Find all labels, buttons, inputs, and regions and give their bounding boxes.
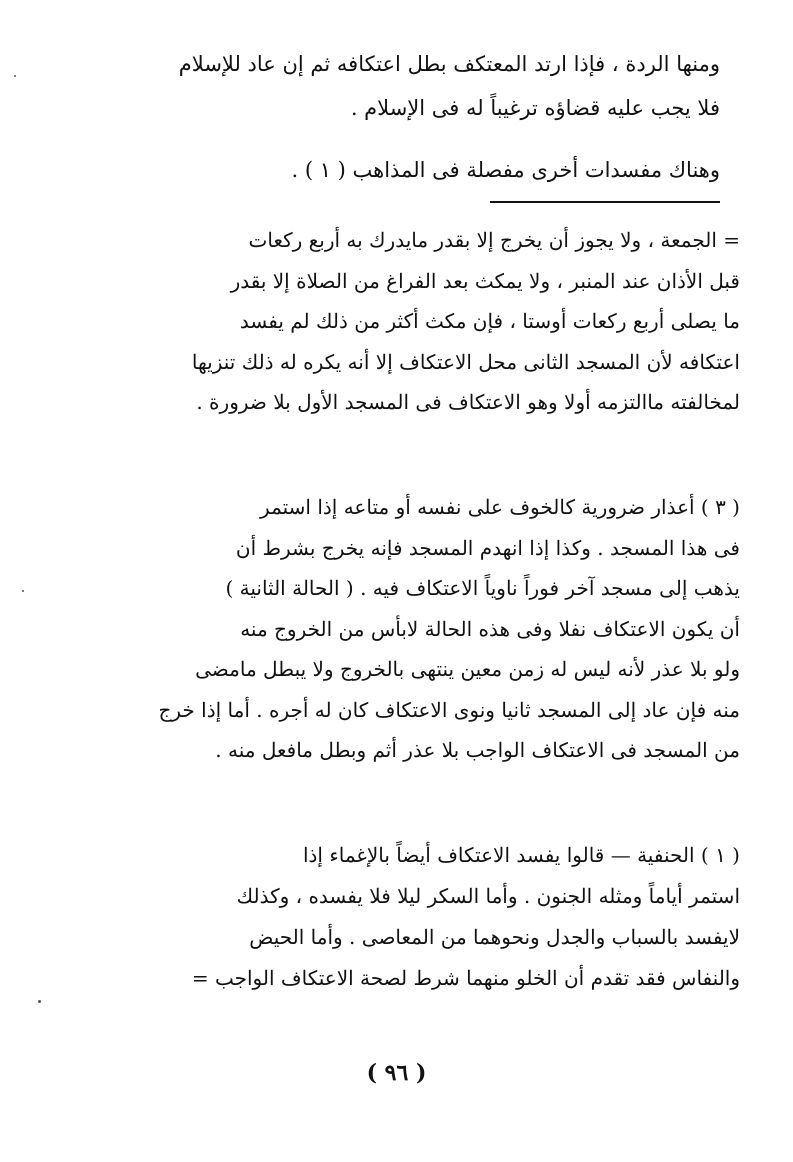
scan-speck <box>38 1000 41 1003</box>
page-number: ( ٩٦ ) <box>366 1060 427 1086</box>
footnote-continuation <box>100 220 740 423</box>
other-invalidators-note <box>200 150 720 190</box>
main-paragraph <box>100 42 720 130</box>
footnote-line: يذهب إلى مسجد آخر فوراً ناوياً الاعتكاف فيه . ( الحالة الثانية ) <box>225 576 740 600</box>
footnote-line: والنفاس فقد تقدم أن الخلو منهما شرط لصحة الاعتكاف الواجب = <box>191 966 740 990</box>
footnote-hanafi <box>100 835 740 999</box>
footnote-line: لمخالفته ماالتزمه أولا وهو الاعتكاف فى المسجد الأول بلا ضرورة . <box>196 390 740 414</box>
footnote-line: ( ٣ ) أعذار ضرورية كالخوف على نفسه أو متاعه إذا استمر <box>260 495 740 519</box>
footnote-line: قبل الأذان عند المنبر ، ولا يمكث بعد الفراغ من الصلاة إلا بقدر <box>230 268 740 293</box>
footnote-line: لايفسد بالسباب والجدل ونحوهما من المعاصى . وأما الحيض <box>249 925 740 949</box>
footnote-line: استمر أياماً ومثله الجنون . وأما السكر ليلا فلا يفسده ، وكذلك <box>236 884 740 908</box>
footnote-line: ولو بلا عذر لأنه ليس له زمن معين ينتهى بالخروج ولا يبطل مامضى <box>195 657 740 681</box>
footnote-line: فى هذا المسجد . وكذا إذا انهدم المسجد فإنه يخرج بشرط أن <box>235 535 740 560</box>
footnote-line: = الجمعة ، ولا يجوز أن يخرج إلا بقدر مايدرك به أربع ركعات <box>248 228 740 252</box>
footnote-line: ( ١ ) الحنفية — قالوا يفسد الاعتكاف أيضاً بالإغماء إذا <box>302 843 740 867</box>
text-line: فلا يجب عليه قضاؤه ترغيباً له فى الإسلام . <box>350 96 720 120</box>
footnote-line: ما يصلى أربع ركعات أوستا ، فإن مكث أكثر من ذلك لم يفسد <box>239 309 740 333</box>
text-line: ومنها الردة ، فإذا ارتد المعتكف بطل اعتكافه ثم إن عاد للإسلام <box>178 52 720 76</box>
footnote-line: من المسجد فى الاعتكاف الواجب بلا عذر أثم وبطل مافعل منه . <box>215 738 740 762</box>
scan-speck <box>22 590 24 592</box>
scan-speck <box>14 75 16 77</box>
footnote-line: أن يكون الاعتكاف نفلا وفى هذه الحالة لابأس من الخروج منه <box>240 616 740 641</box>
text-line: وهناك مفسدات أخرى مفصلة فى المذاهب ( ١ ) . <box>291 158 720 182</box>
footnote-line: اعتكافه لأن المسجد الثانى محل الاعتكاف إلا أنه يكره له ذلك تنزيها <box>191 349 740 374</box>
footnote-three <box>100 487 740 771</box>
footnote-divider <box>490 201 720 203</box>
footnote-line: منه فإن عاد إلى المسجد ثانيا ونوى الاعتكاف كان له أجره . أما إذا خرج <box>158 697 740 722</box>
